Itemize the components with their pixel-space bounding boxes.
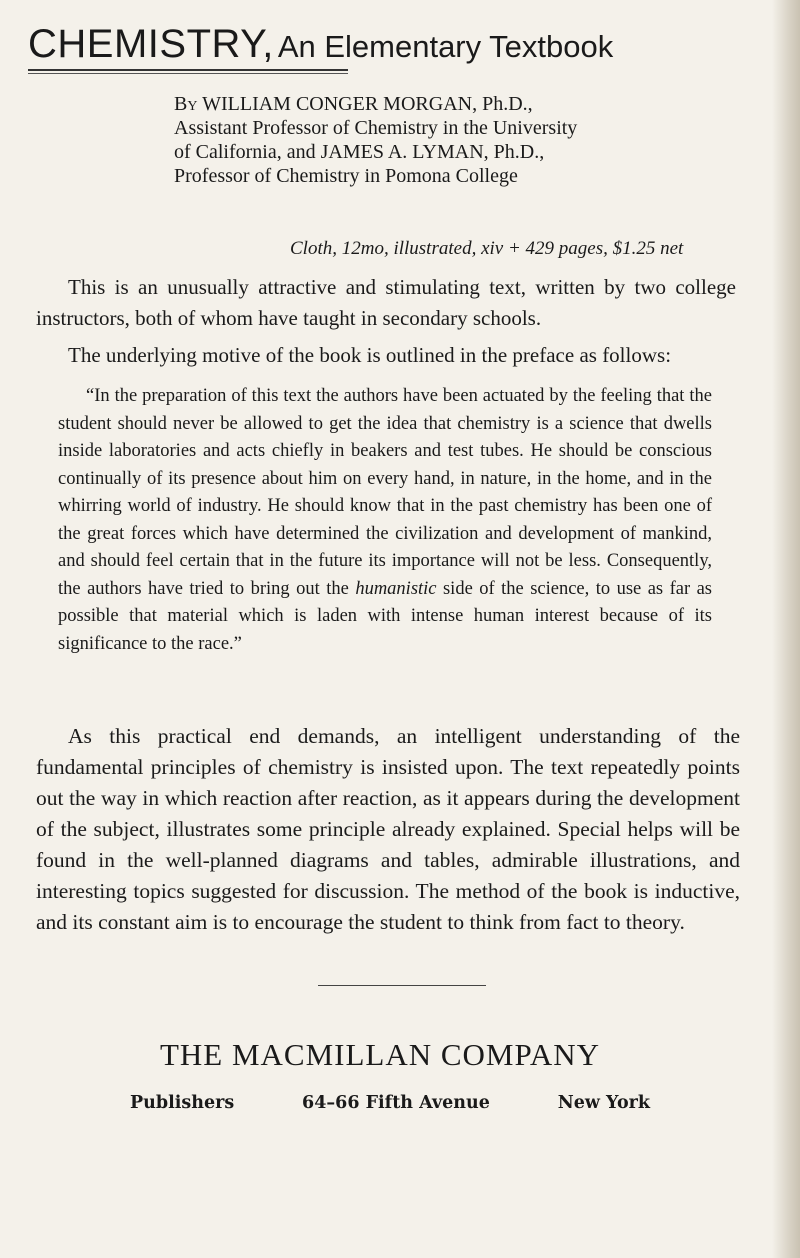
section-divider bbox=[318, 985, 486, 986]
book-title bbox=[28, 14, 748, 74]
author-line-4: Professor of Chemistry in Pomona College bbox=[174, 165, 518, 187]
title-subtitle: An Elementary Textbook bbox=[277, 29, 614, 64]
closing-text bbox=[36, 721, 740, 938]
quote-text-before: “In the preparation of this text the authors have been actuated by the feeling that the student should never be allowed to get the idea that chemistry is a science that dwells inside laboratories and acts chiefly in beakers and test tubes. He should be conscious continually of its presence about him on every hand, in nature, in the home, and in the whirring world of industry. He should know that in the past chemistry has been one of the great forces which have determined the civilization and development of mankind, and should feel certain that in the future its importance will not be less. Consequently, the authors have tried to bring out the bbox=[58, 386, 712, 599]
title-underline bbox=[28, 69, 348, 71]
publisher-city: New York bbox=[557, 1093, 650, 1113]
quote-text-after: side of the science, to use as far as possible that material which is laden with intense human interest because of its significance to the race.” bbox=[58, 578, 712, 654]
page-edge-shadow bbox=[772, 0, 800, 1258]
book-specs: Cloth, 12mo, illustrated, xiv + 429 pages, $1.25 net bbox=[290, 238, 684, 259]
author-by: By bbox=[174, 93, 198, 115]
publisher-imprint bbox=[130, 1093, 650, 1113]
title-underline-thin bbox=[28, 73, 348, 74]
preface-quote bbox=[58, 383, 712, 658]
intro-paragraph-2: The underlying motive of the book is outlined in the preface as follows: bbox=[68, 343, 672, 367]
intro-text bbox=[36, 272, 736, 371]
publisher-name: THE MACMILLAN COMPANY bbox=[159, 1037, 601, 1072]
author-line-2: Assistant Professor of Chemistry in the University bbox=[174, 117, 578, 139]
quote-emphasis: humanistic bbox=[355, 578, 437, 599]
author-line-1: WILLIAM CONGER MORGAN, Ph.D., bbox=[202, 93, 533, 115]
author-block bbox=[174, 92, 704, 188]
publisher-address: 64–66 Fifth Avenue bbox=[302, 1093, 490, 1113]
publisher-role: Publishers bbox=[130, 1093, 235, 1113]
author-line-3: of California, and JAMES A. LYMAN, Ph.D., bbox=[174, 141, 545, 163]
intro-paragraph-1: This is an unusually attractive and stimulating text, written by two college instructors, both of whom have taught in secondary schools. bbox=[36, 275, 736, 330]
title-main: CHEMISTRY, bbox=[28, 22, 274, 66]
closing-paragraph: As this practical end demands, an intelligent understanding of the fundamental principles of chemistry is insisted upon. The text repeatedly points out the way in which reaction after reaction, as it appears during the development of the subject, illustrates some principle already explained. Special helps will be found in the well-planned diagrams and tables, admirable illustrations, and interesting topics suggested for discussion. The method of the book is inductive, and its constant aim is to encourage the student to think from fact to theory. bbox=[36, 724, 740, 934]
